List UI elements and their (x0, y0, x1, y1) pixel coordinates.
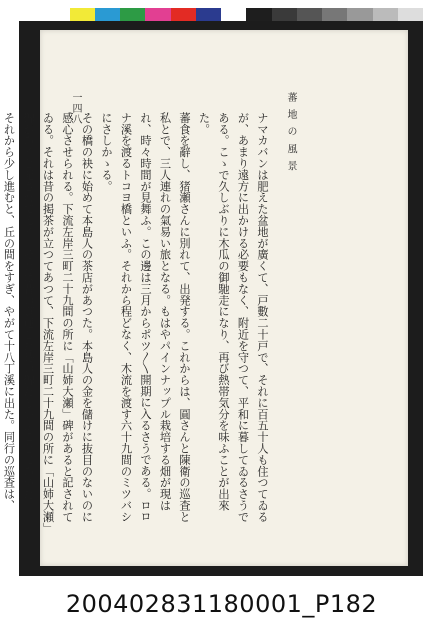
color-swatch (171, 8, 196, 21)
color-swatch (19, 8, 44, 21)
running-header: 蕃 地 の 風 景 (285, 92, 296, 173)
vertical-text-body (2, 112, 272, 532)
color-swatch (44, 8, 69, 21)
color-swatch (322, 8, 347, 21)
color-swatch (373, 8, 398, 21)
paragraph: その橋の袂に始めて本島人の茶店があつた。本島人の金を儲けに抜目のないのに感心させられる。下流左岸三町二十九間の所に「山姉大瀬」碑があると記されてゐる。それは昔の掲茶が立つてあつて、下流左岸三町二十九間の所に「山姉大瀬」碑があると記されてゐる。それは昔の貫通した時の碑だといふことであつた。 (22, 112, 94, 529)
color-swatch (95, 8, 120, 21)
color-calibration-bar (19, 8, 423, 21)
document-page (2, 30, 408, 566)
paragraph: 蕃食を辭し、猪瀬さんに別れて、出発する。これからは、圓さんと陳衛の巡査と私とで、三人連れの氣易い旅となる。もはやパインナップル栽培する畑が現はれ、時々時間が見舞ふ。この邊は三月からポツ〳〵開期に入るさうである。ロロナ溪を渡るトコヨ橋といふ。それから程どなく、木流を渡す六十九間のミツバシにさしかゝる。 (100, 112, 191, 523)
color-swatch (221, 8, 246, 21)
color-swatch (347, 8, 372, 21)
paragraph: ナマカバンは肥えた盆地が廣くて、戸數二十戸で、それに百五十人も住つてゐるが、あまり遠方に出かける必要もなく、附近を守つて、平和に暮してゐるさうである。こゝで久しぶりに木瓜の御馳走になり、再び熱帯気分を味ふことが出來た。 (197, 112, 269, 523)
color-swatch (246, 8, 271, 21)
image-caption: 200402831180001_P182 (65, 590, 378, 618)
color-swatch (398, 8, 423, 21)
color-swatch (70, 8, 95, 21)
color-swatch (297, 8, 322, 21)
page-number: 一四八 (70, 92, 81, 125)
color-swatch (272, 8, 297, 21)
color-swatch (145, 8, 170, 21)
color-swatch (196, 8, 221, 21)
color-swatch (120, 8, 145, 21)
paragraph: それから少し進むと、丘の間をすぎ、やがて十八丁溪に出た。同行の巡査は、 (2, 112, 16, 511)
